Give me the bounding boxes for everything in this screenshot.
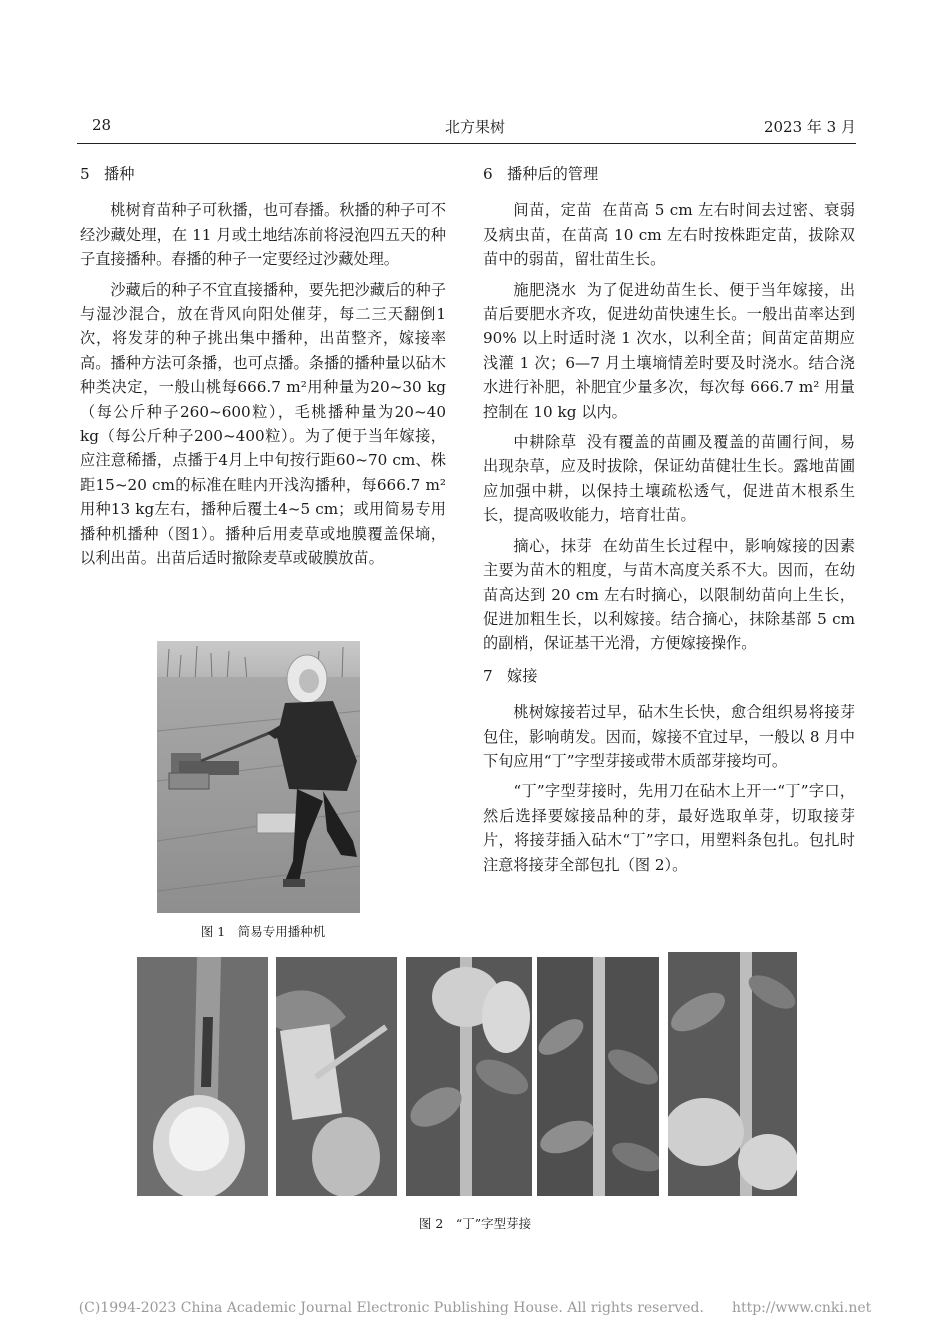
figure-2-photo-5 [668,952,797,1196]
section-5-heading [80,162,446,186]
paragraph-lead: 施肥浇水 [513,280,577,299]
section-6-heading [483,162,855,186]
copyright-footer: (C)1994-2023 China Academic Journal Electronic Publishing House. All rights reserved. http://www.cnki.net [78,1300,872,1316]
paragraph: “丁”字型芽接时，先用刀在砧木上开一“丁”字口，然后选择要嫁接品种的芽，最好选取单芽，切取接芽片，将接芽插入砧木“丁”字口，用塑料条包扎。包扎时注意将接芽全部包扎（图 2）。 [483,782,855,874]
figure-1-photo [157,641,360,913]
paragraph [483,534,855,656]
figure-2-photo-2 [276,957,397,1196]
figure-2-photo-4 [537,957,659,1196]
section-title: 播种 [104,165,135,183]
section-number: 6 [483,165,493,183]
paragraph-text: 在苗高 5 cm 左右时间去过密、衰弱及病虫苗，在苗高 10 cm 左右时按株距定苗，拔除双苗中的弱苗，留壮苗生长。 [483,201,855,269]
paragraph-lead: 中耕除草 [513,433,577,452]
paragraph: 桃树嫁接若过早，砧木生长快，愈合组织易将接芽包住，影响萌发。因而，嫁接不宜过早，一般以 8 月中下旬应用“丁”字型芽接或带木质部芽接均可。 [483,703,855,770]
figure-2-photo-1 [137,957,268,1196]
paragraph-lead: 摘心，抹芽 [513,536,593,555]
section-title: 嫁接 [507,666,538,685]
paragraph-text: 为了促进幼苗生长、便于当年嫁接，出苗后要肥水齐攻，促进幼苗快速生长。一般出苗率达到 90% 以上时适时浇 1 次水，以利全苗；间苗定苗期应浅灌 1 次；6—7 月土壤墒情差时要及时浇水。结合浇水进行补肥，补肥宜少量多次，每次每 666.7 m² 用量控制在 10 kg 以内。 [483,280,856,421]
section-number: 7 [483,666,493,685]
paragraph [483,430,855,528]
paragraph: 沙藏后的种子不宜直接播种，要先把沙藏后的种子与湿沙混合，放在背风向阳处催芽，每二三天翻倒1次，将发芽的种子挑出集中播种，出苗整齐，嫁接率高。播种方法可条播，也可点播。条播的播种量以砧木种类决定，一般山桃每666.7 m²用种量为20~30 kg（每公斤种子260~600粒），毛桃播种量为20~40 kg（每公斤种子200~400粒）。为了便于当年嫁接，应注意稀播，点播于4月上中旬按行距60~70 cm、株距15~20 cm的标准在畦内开浅沟播种，每666.7 m²用种13 kg左右，播种后覆土4~5 cm；或用简易专用播种机播种（图1）。播种后用麦草或地膜覆盖保墒，以利出苗。出苗后适时撤除麦草或破膜放苗。 [80,280,446,568]
figure-2-caption: 图 2 “丁”字型芽接 [418,1216,532,1231]
header-rule [77,143,856,144]
journal-name: 北方果树 [444,118,505,136]
page-number: 28 [92,116,112,134]
figure-2-photo-3 [406,957,532,1196]
paragraph [483,198,855,271]
paragraph-lead: 间苗，定苗 [513,201,593,220]
paragraph [483,278,855,424]
paragraph-text: 在幼苗生长过程中，影响嫁接的因素主要为苗木的粗度，与苗木高度关系不大。因而，在幼苗高达到 20 cm 左右时摘心，以限制幼苗向上生长，促进加粗生长，以利嫁接。结合摘心，抹除基部 5 cm 的副梢，保证基干光滑，方便嫁接操作。 [483,536,856,653]
figure-1-caption: 图 1 简易专用播种机 [200,924,326,939]
paragraph: 桃树育苗种子可秋播，也可春播。秋播的种子可不经沙藏处理，在 11 月或土地结冻前将浸泡四五天的种子直接播种。春播的种子一定要经过沙藏处理。 [80,201,446,269]
section-title: 播种后的管理 [507,165,599,183]
right-column [483,162,855,883]
left-column [80,162,446,577]
section-number: 5 [80,165,90,183]
section-7-heading [483,664,855,688]
paragraph-text: 没有覆盖的苗圃及覆盖的苗圃行间，易出现杂草，应及时拔除，保证幼苗健壮生长。露地苗圃应加强中耕，以保持土壤疏松透气，促进苗木根系生长，提高吸收能力，培育壮苗。 [483,433,856,525]
issue-date: 2023 年 3 月 [763,118,856,136]
